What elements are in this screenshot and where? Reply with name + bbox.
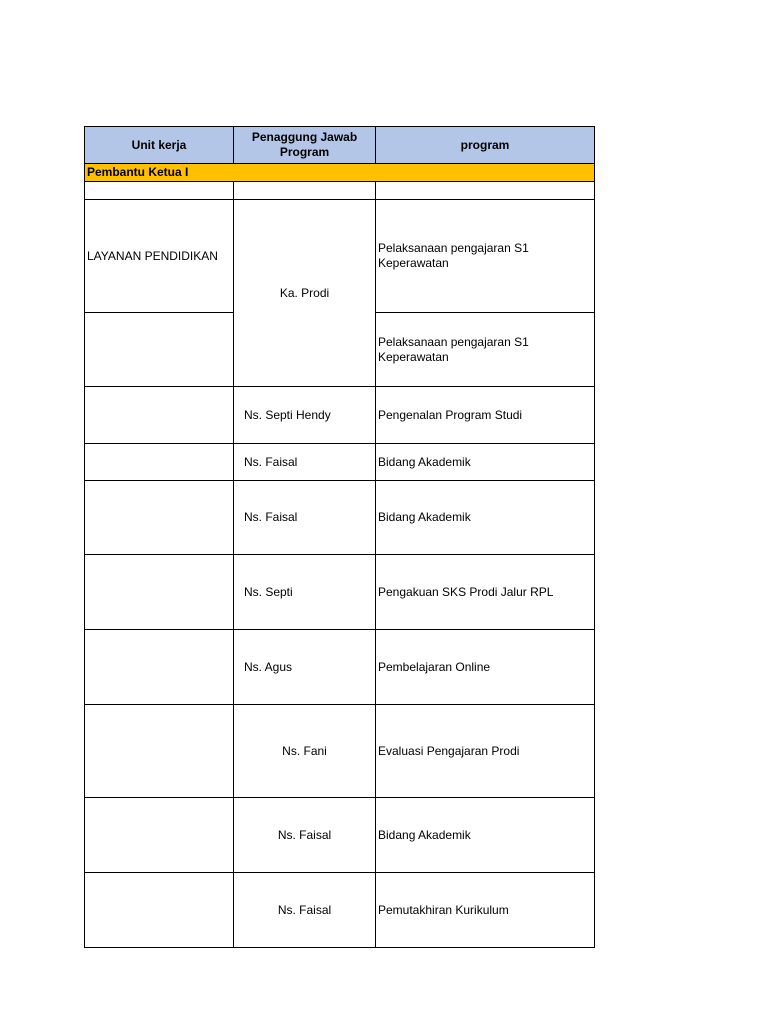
pj-cell: Ns. Septi Hendy (234, 387, 376, 444)
program-cell: Evaluasi Pengajaran Prodi (376, 705, 595, 798)
section-title: Pembantu Ketua I (85, 164, 595, 182)
unit-cell (85, 630, 234, 705)
unit-cell (85, 313, 234, 387)
unit-cell (85, 555, 234, 630)
empty-row (85, 182, 595, 200)
program-cell: Pemutakhiran Kurikulum (376, 873, 595, 948)
pj-cell: Ns. Faisal (234, 873, 376, 948)
empty-cell (234, 182, 376, 200)
unit-cell (85, 873, 234, 948)
unit-cell (85, 481, 234, 555)
program-cell: Bidang Akademik (376, 481, 595, 555)
header-unit-kerja: Unit kerja (85, 127, 234, 164)
table-row (85, 705, 595, 798)
header-row (85, 127, 595, 164)
pj-cell: Ns. Agus (234, 630, 376, 705)
pj-cell: Ka. Prodi (234, 200, 376, 387)
program-cell: Pengenalan Program Studi (376, 387, 595, 444)
table-row (85, 444, 595, 481)
table-row (85, 873, 595, 948)
unit-cell: LAYANAN PENDIDIKAN (85, 200, 234, 313)
pj-cell: Ns. Faisal (234, 798, 376, 873)
unit-cell (85, 444, 234, 481)
program-cell: Pelaksanaan pengajaran S1 Keperawatan (376, 200, 595, 313)
pj-cell: Ns. Faisal (234, 481, 376, 555)
section-row (85, 164, 595, 182)
unit-cell (85, 798, 234, 873)
table-row (85, 200, 595, 313)
header-program: program (376, 127, 595, 164)
program-table (84, 126, 595, 948)
header-penanggung-jawab: Penaggung Jawab Program (234, 127, 376, 164)
table-row (85, 555, 595, 630)
table-row (85, 481, 595, 555)
empty-cell (376, 182, 595, 200)
program-cell: Pelaksanaan pengajaran S1 Keperawatan (376, 313, 595, 387)
program-cell: Bidang Akademik (376, 798, 595, 873)
pj-cell: Ns. Faisal (234, 444, 376, 481)
table-row (85, 630, 595, 705)
table-row (85, 387, 595, 444)
unit-cell (85, 387, 234, 444)
pj-cell: Ns. Fani (234, 705, 376, 798)
empty-cell (85, 182, 234, 200)
table-row (85, 798, 595, 873)
program-cell: Pembelajaran Online (376, 630, 595, 705)
program-cell: Pengakuan SKS Prodi Jalur RPL (376, 555, 595, 630)
program-cell: Bidang Akademik (376, 444, 595, 481)
unit-cell (85, 705, 234, 798)
pj-cell: Ns. Septi (234, 555, 376, 630)
